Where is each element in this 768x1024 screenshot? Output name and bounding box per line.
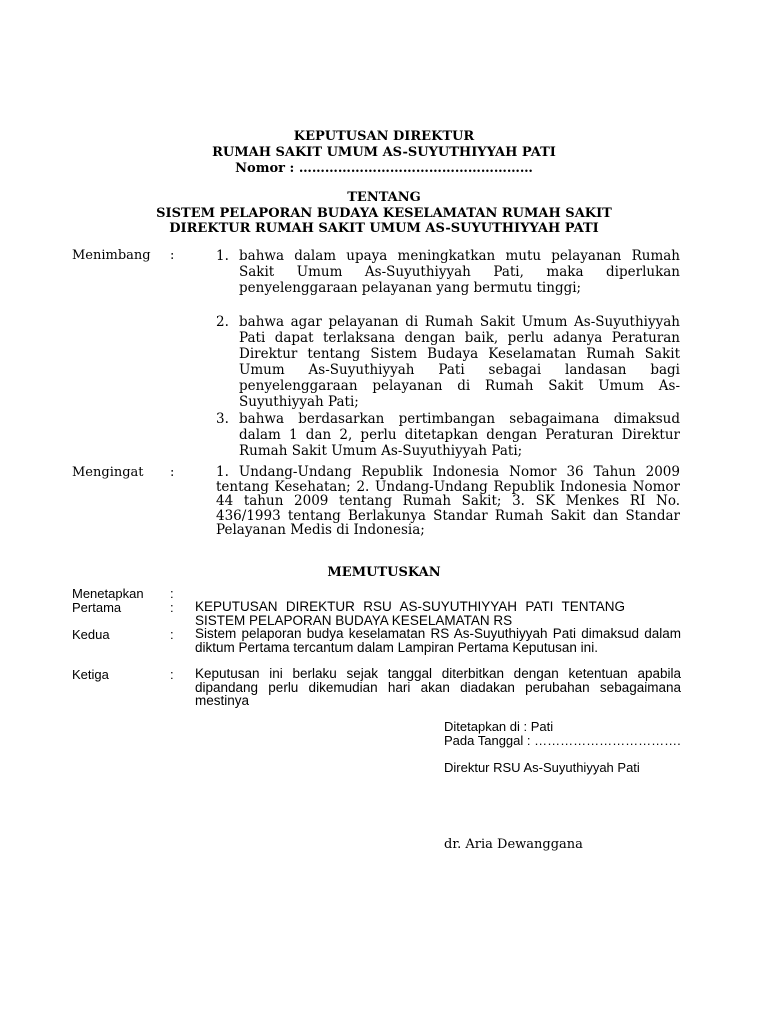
- pertama-text: KEPUTUSAN DIREKTUR RSU AS-SUYUTHIYYAH PATI TENTANG SISTEM PELAPORAN BUDAYA KESELAMATAN RS: [195, 599, 625, 628]
- hospital-name: RUMAH SAKIT UMUM AS-SUYUTHIYYAH PATI: [212, 145, 556, 160]
- pada-tanggal: Pada Tanggal : …………………………….: [444, 733, 681, 748]
- ketiga-label: Ketiga: [72, 667, 109, 682]
- signatory-name: dr. Aria Dewanggana: [444, 837, 583, 852]
- menimbang-item-3: bahwa berdasarkan pertimbangan sebagaimana dimaksud dalam 1 dan 2, perlu ditetapkan dengan Peraturan Direktur Rumah Sakit Umum As-Suyuthiyyah Pati;: [239, 411, 680, 459]
- menimbang-item-1: bahwa dalam upaya meningkatkan mutu pelayanan Rumah Sakit Umum As-Suyuthiyyah Pati, maka diperlukan penyelenggaraan pelayanan yang bermutu tinggi;: [239, 248, 680, 296]
- signatory-title: Direktur RSU As-Suyuthiyyah Pati: [444, 760, 640, 775]
- memutuskan-heading: MEMUTUSKAN: [327, 565, 441, 580]
- mengingat-label: Mengingat: [72, 465, 144, 480]
- mengingat-list: 1. Undang-Undang Republik Indonesia Nomor 36 Tahun 2009 tentang Kesehatan; 2. Undang-Undang Republik Indonesia Nomor 44 tahun 2009 tentang Rumah Sakit; 3. SK Menkes RI No. 436/1993 tentang Berlakunya Standar Rumah Sakit dan Standar Pelayanan Medis di Indonesia;: [216, 464, 680, 538]
- tentang-heading: TENTANG: [347, 190, 421, 205]
- ditetapkan-di: Ditetapkan di : Pati: [444, 719, 554, 734]
- kedua-label: Kedua: [72, 627, 110, 642]
- subject-line-1: SISTEM PELAPORAN BUDAYA KESELAMATAN RUMAH SAKIT: [156, 206, 612, 221]
- menimbang-item-2-number: 2.: [216, 314, 229, 330]
- decree-title: KEPUTUSAN DIREKTUR: [293, 129, 475, 144]
- kedua-text: Sistem pelaporan budya keselamatan RS As-Suyuthiyyah Pati dimaksud dalam diktum Pertama tercantum dalam Lampiran Pertama Keputusan ini.: [195, 626, 681, 655]
- ketiga-text: Keputusan ini berlaku sejak tanggal diterbitkan dengan ketentuan apabila dipandang perlu dikemudian hari akan diadakan perubahan sebagaimana mestinya: [195, 666, 681, 708]
- mengingat-colon: :: [170, 465, 175, 480]
- pertama-colon: :: [170, 600, 174, 615]
- menimbang-item-2: bahwa agar pelayanan di Rumah Sakit Umum As-Suyuthiyyah Pati dapat terlaksana dengan baik, perlu adanya Peraturan Direktur tentang Sistem Budaya Keselamatan Rumah Sakit Umum As-Suyuthiyyah Pati sebagai landasan bagi penyelenggaraan pelayanan di Rumah Sakit Umum As-Suyuthiyyah Pati;: [239, 314, 680, 410]
- menetapkan-colon: :: [170, 586, 174, 601]
- kedua-colon: :: [170, 627, 174, 642]
- menimbang-colon: :: [170, 248, 175, 263]
- menetapkan-label: Menetapkan: [72, 586, 144, 601]
- pertama-label: Pertama: [72, 600, 122, 615]
- decree-number: Nomor : ………………………………………………: [235, 161, 533, 176]
- subject-line-2: DIREKTUR RUMAH SAKIT UMUM AS-SUYUTHIYYAH PATI: [169, 221, 599, 236]
- ketiga-colon: :: [170, 667, 174, 682]
- menimbang-item-3-number: 3.: [216, 411, 229, 427]
- menimbang-item-1-number: 1.: [216, 248, 229, 264]
- menimbang-label: Menimbang: [72, 248, 151, 263]
